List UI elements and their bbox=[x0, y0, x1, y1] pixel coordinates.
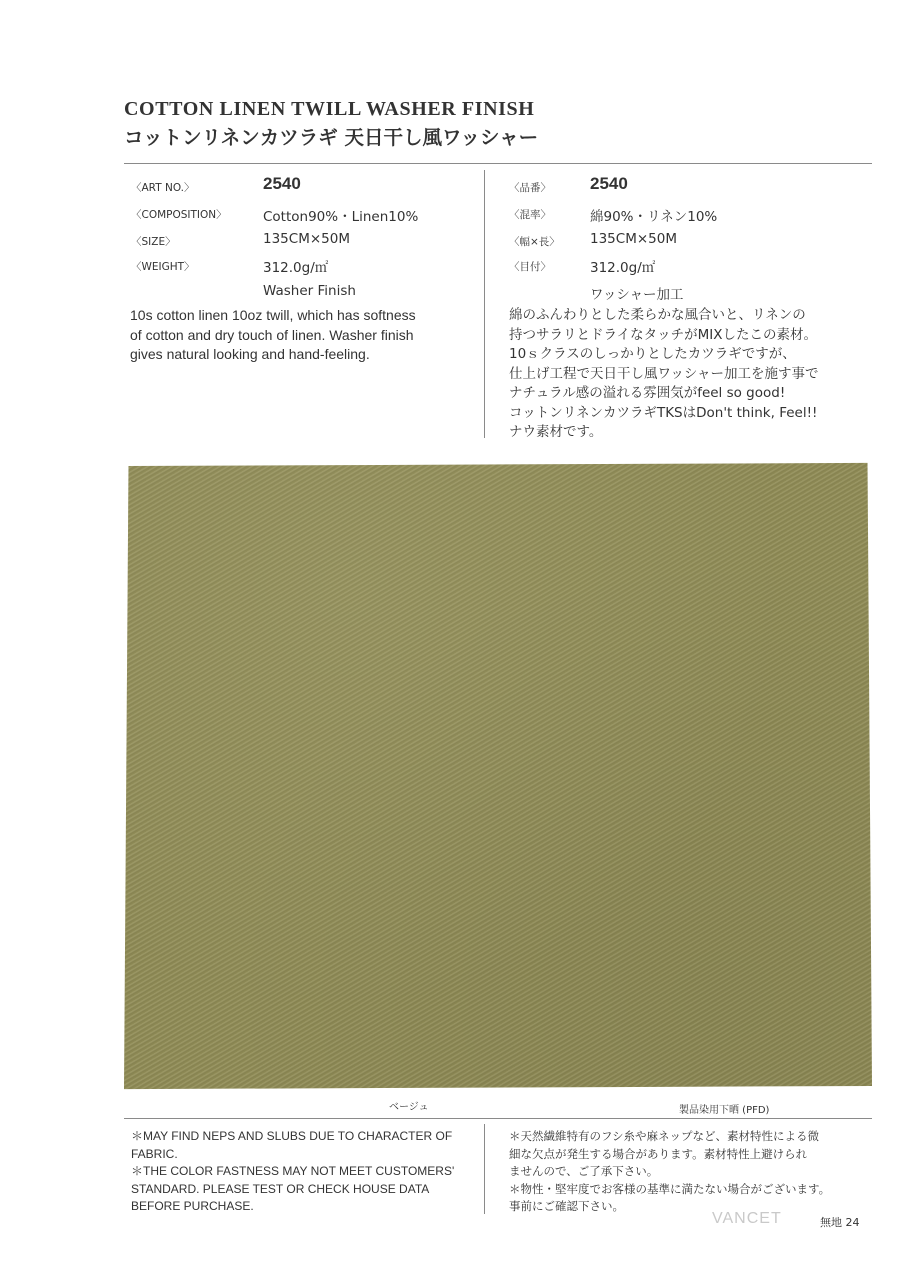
size-value: 135CM×50M bbox=[263, 231, 350, 247]
size-label: 〈SIZE〉 bbox=[131, 236, 176, 248]
art-no-label-jp: 〈品番〉 bbox=[509, 182, 551, 194]
page-number: 24 bbox=[845, 1216, 860, 1229]
note-jp-line: 事前にご確認下さい。 bbox=[509, 1199, 624, 1213]
swatch-dye-label: 製品染用下晒 (PFD) bbox=[679, 1105, 770, 1116]
note-jp-line: ＊物性・堅牢度でお客様の基準に満たない場合がございます。 bbox=[509, 1181, 831, 1196]
note-jp-line: ませんので、ご了承下さい。 bbox=[509, 1164, 659, 1178]
note-en-line: STANDARD. PLEASE TEST OR CHECK HOUSE DATA bbox=[131, 1181, 430, 1196]
title-en: COTTON LINEN TWILL WASHER FINISH bbox=[124, 98, 535, 120]
category-label: 無地 bbox=[820, 1216, 842, 1229]
weight-label: 〈WEIGHT〉 bbox=[131, 261, 195, 273]
composition-label-jp: 〈混率〉 bbox=[509, 209, 551, 221]
size-label-jp: 〈幅×長〉 bbox=[509, 236, 560, 248]
notes-en bbox=[131, 1128, 491, 1216]
note-en-line: ＊THE COLOR FASTNESS MAY NOT MEET CUSTOMERS' bbox=[131, 1164, 455, 1178]
art-no-value: 2540 bbox=[263, 174, 301, 193]
title-jp: コットンリネンカツラギ 天日干し風ワッシャー bbox=[124, 126, 539, 149]
swatch-color-label: ベージュ bbox=[389, 1102, 429, 1113]
weight-label-jp: 〈目付〉 bbox=[509, 261, 551, 273]
note-en-line: BEFORE PURCHASE. bbox=[131, 1199, 254, 1213]
brand-logo: VANCET bbox=[712, 1210, 782, 1227]
description-jp-line: ナチュラル感の溢れる雰囲気がfeel so good! bbox=[509, 385, 786, 401]
fabric-swatch bbox=[124, 461, 872, 1091]
composition-label: 〈COMPOSITION〉 bbox=[131, 209, 227, 221]
note-jp-line: 細な欠点が発生する場合があります。素材特性上避けられ bbox=[509, 1146, 808, 1161]
weight-value-jp: 312.0g/㎡ bbox=[590, 260, 656, 276]
description-en-line: of cotton and dry touch of linen. Washer finish bbox=[130, 326, 414, 343]
art-no-label: 〈ART NO.〉 bbox=[131, 182, 195, 194]
description-jp-line: 10ｓクラスのしっかりとしたカツラギですが、 bbox=[509, 346, 796, 362]
description-en-line: gives natural looking and hand-feeling. bbox=[130, 346, 370, 362]
note-jp-line: ＊天然繊維特有のフシ糸や麻ネップなど、素材特性による微 bbox=[509, 1129, 820, 1143]
description-jp-line: 仕上げ工程で天日干し風ワッシャー加工を施す事で bbox=[509, 365, 819, 382]
description-jp bbox=[509, 306, 889, 443]
description-jp-line: ナウ素材です。 bbox=[509, 424, 603, 440]
note-en-line: ＊MAY FIND NEPS AND SLUBS DUE TO CHARACTER OF bbox=[131, 1129, 453, 1143]
bottom-divider bbox=[124, 1118, 872, 1119]
description-en bbox=[130, 306, 480, 365]
center-divider bbox=[484, 170, 485, 438]
finish-value-jp: ワッシャー加工 bbox=[590, 287, 684, 303]
composition-value: Cotton90%・Linen10% bbox=[263, 209, 419, 225]
note-en-line: FABRIC. bbox=[131, 1146, 178, 1161]
page-info bbox=[820, 1214, 860, 1230]
finish-value: Washer Finish bbox=[263, 283, 356, 299]
description-en-line: 10s cotton linen 10oz twill, which has softness bbox=[130, 307, 416, 323]
notes-jp bbox=[509, 1128, 889, 1216]
composition-value-jp: 綿90%・リネン10% bbox=[590, 209, 718, 225]
weight-value: 312.0g/㎡ bbox=[263, 260, 329, 276]
top-divider bbox=[124, 163, 872, 164]
art-no-value-jp: 2540 bbox=[590, 174, 628, 193]
description-jp-line: 持つサラリとドライなタッチがMIXしたこの素材。 bbox=[509, 326, 817, 343]
description-jp-line: コットンリネンカツラギTKSはDon't think, Feel!! bbox=[509, 404, 818, 421]
size-value-jp: 135CM×50M bbox=[590, 231, 677, 247]
description-jp-line: 綿のふんわりとした柔らかな風合いと、リネンの bbox=[509, 307, 806, 323]
